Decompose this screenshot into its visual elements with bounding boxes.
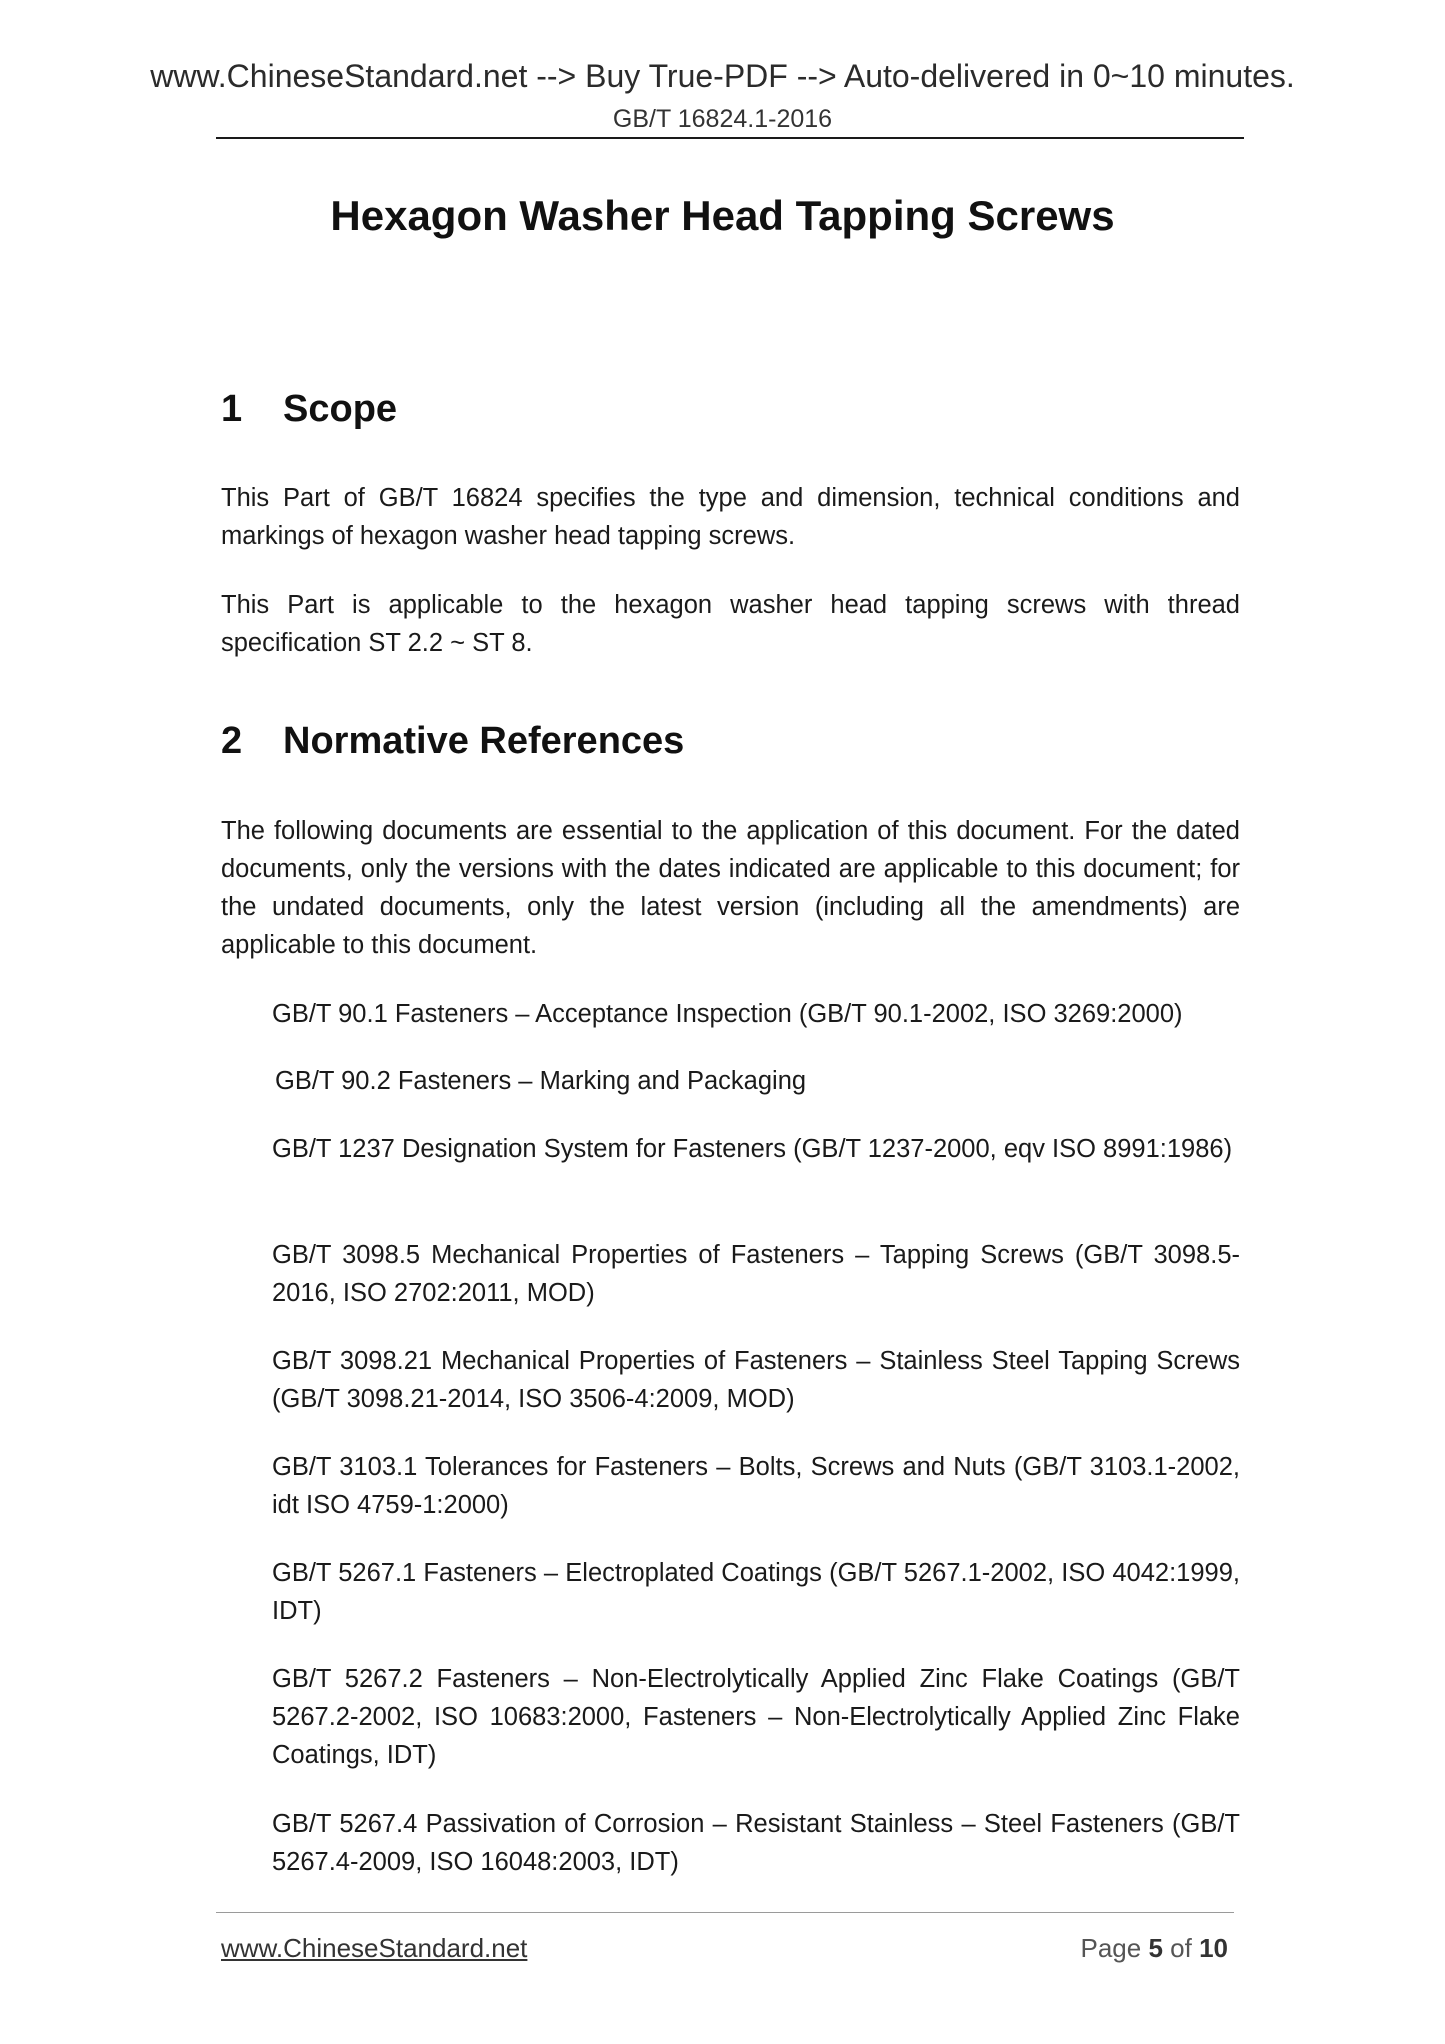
section-number: 2 bbox=[221, 720, 243, 762]
page-of-label: of bbox=[1170, 1933, 1192, 1963]
section-number: 1 bbox=[221, 388, 243, 430]
reference-item: GB/T 5267.2 Fasteners – Non-Electrolytically Applied Zinc Flake Coatings (GB/T 5267.2-2002, ISO 10683:2000, Fasteners – Non-Electrolytically Applied Zinc Flake Coatings, IDT) bbox=[272, 1665, 1240, 1769]
paragraph: This Part is applicable to the hexagon washer head tapping screws with thread specification ST 2.2 ~ ST 8. bbox=[221, 591, 1240, 657]
document-title: Hexagon Washer Head Tapping Screws bbox=[330, 192, 1115, 239]
reference-item: GB/T 90.2 Fasteners – Marking and Packaging bbox=[275, 1067, 807, 1095]
reference-item: GB/T 5267.4 Passivation of Corrosion – Resistant Stainless – Steel Fasteners (GB/T 5267.4-2009, ISO 16048:2003, IDT) bbox=[272, 1810, 1240, 1876]
paragraph: This Part of GB/T 16824 specifies the type and dimension, technical conditions and markings of hexagon washer head tapping screws. bbox=[221, 484, 1240, 550]
section-heading-scope bbox=[221, 386, 397, 432]
section-heading-normative-references bbox=[221, 718, 684, 764]
reference-item: GB/T 3103.1 Tolerances for Fasteners – Bolts, Screws and Nuts (GB/T 3103.1-2002, idt ISO 4759-1:2000) bbox=[272, 1453, 1240, 1519]
reference-item: GB/T 3098.5 Mechanical Properties of Fasteners – Tapping Screws (GB/T 3098.5-2016, ISO 2702:2011, MOD) bbox=[272, 1241, 1240, 1307]
reference-item: GB/T 90.1 Fasteners – Acceptance Inspection (GB/T 90.1-2002, ISO 3269:2000) bbox=[272, 1000, 1183, 1028]
reference-item: GB/T 3098.21 Mechanical Properties of Fasteners – Stainless Steel Tapping Screws (GB/T 3098.21-2014, ISO 3506-4:2009, MOD) bbox=[272, 1347, 1240, 1413]
section-title: Normative References bbox=[283, 720, 685, 762]
current-page: 5 bbox=[1148, 1933, 1163, 1963]
reference-item: GB/T 1237 Designation System for Fasteners (GB/T 1237-2000, eqv ISO 8991:1986) bbox=[272, 1135, 1233, 1163]
paragraph: The following documents are essential to the application of this document. For the dated documents, only the versions with the dates indicated are applicable to this document; for the undated documents, only the latest version (including all the amendments) are applicable to this document. bbox=[221, 817, 1240, 959]
document-code: GB/T 16824.1-2016 bbox=[612, 105, 833, 133]
footer-divider bbox=[216, 1912, 1234, 1913]
footer-website-link[interactable]: www.ChineseStandard.net bbox=[221, 1933, 528, 1963]
total-pages: 10 bbox=[1199, 1933, 1228, 1963]
page-number bbox=[1080, 1932, 1228, 1964]
header-divider bbox=[216, 137, 1244, 139]
page-label: Page bbox=[1080, 1933, 1142, 1963]
reference-item: GB/T 5267.1 Fasteners – Electroplated Coatings (GB/T 5267.1-2002, ISO 4042:1999, IDT) bbox=[272, 1559, 1240, 1625]
section-title: Scope bbox=[283, 388, 398, 430]
header-banner: www.ChineseStandard.net --> Buy True-PDF --> Auto-delivered in 0~10 minutes. bbox=[150, 58, 1295, 94]
